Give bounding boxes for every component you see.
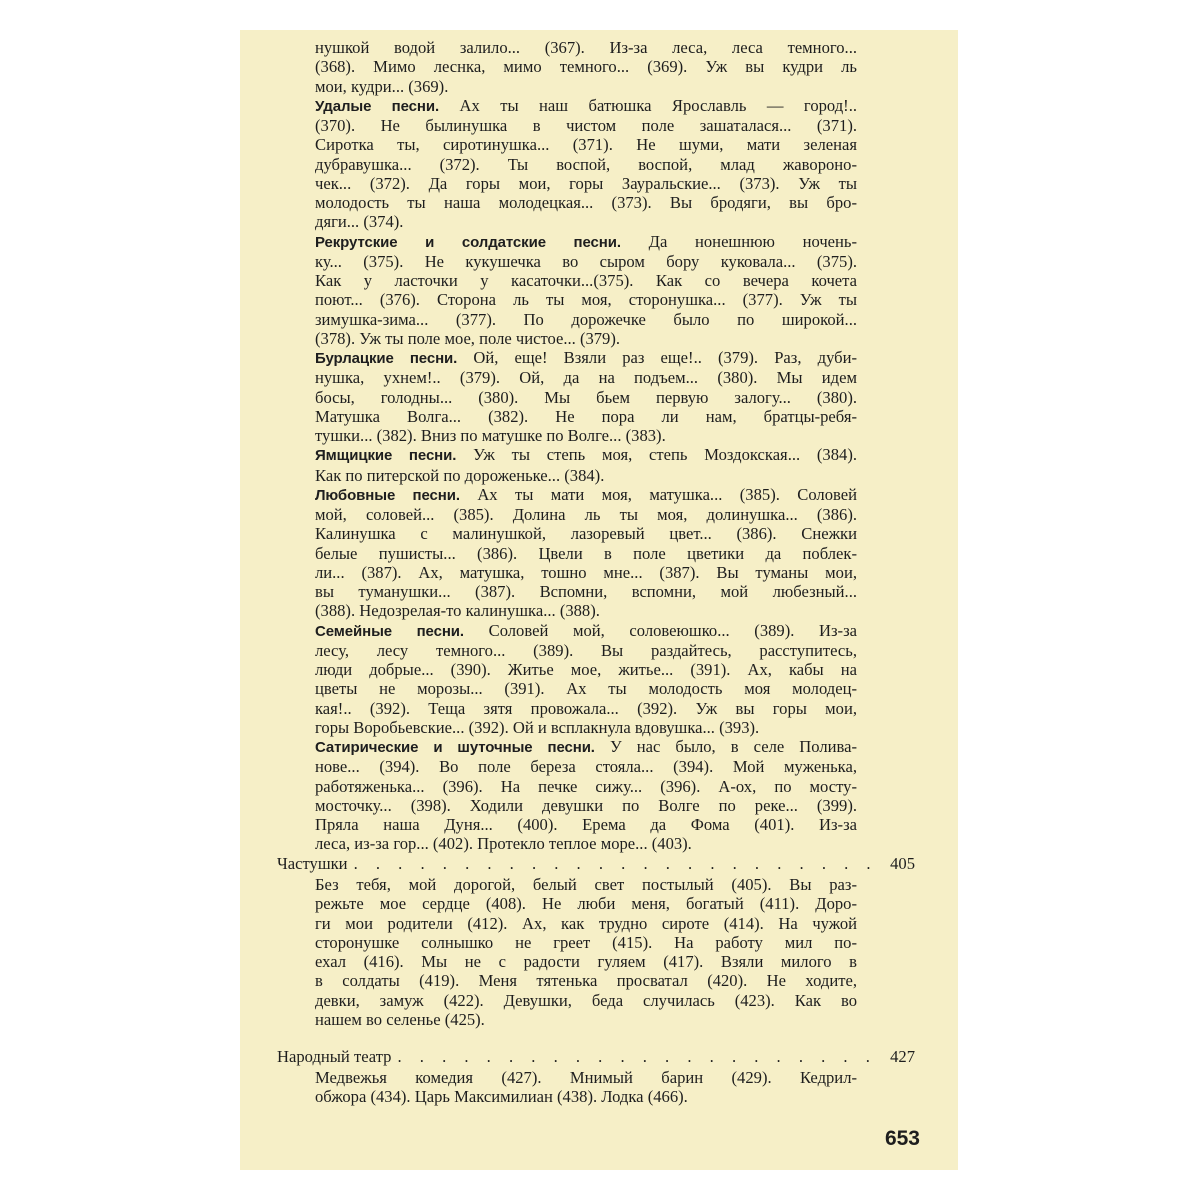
text-line (315, 193, 857, 212)
text-line (315, 407, 857, 426)
toc-entry-teatr (277, 1047, 915, 1067)
text-line (315, 38, 857, 57)
text-line (315, 641, 857, 660)
text-line (315, 894, 857, 913)
section-heading: Ямщицкие песни. (315, 447, 457, 465)
text-line (315, 601, 857, 620)
text-line (315, 329, 857, 348)
chastushki-contents-block (315, 875, 857, 1029)
text-line (315, 737, 857, 757)
toc-entry-chastushki (277, 854, 915, 874)
toc-page-chastushki: 405 (890, 854, 915, 873)
text-line (315, 933, 857, 952)
line-text: Да нонешнюю ночень- (620, 231, 857, 251)
text-line (315, 563, 857, 582)
line-text: Медвежья комедия (427). Мнимый барин (429). Кедрил- (315, 1068, 857, 1087)
line-text: дубравушка... (372). Ты воспой, воспой, млад жавороно- (315, 154, 857, 174)
section-heading: Семейные песни. (315, 622, 464, 640)
line-text: мосточку... (398). Ходили девушки по Волге по реке... (399). (315, 795, 857, 815)
line-text: Как у ласточки у касаточки...(375). Как со вечера кочета (315, 271, 857, 290)
songs-contents-block (315, 38, 857, 854)
line-text: (370). Не былинушка в чистом поле зашаталася... (371). (315, 116, 857, 135)
line-text: поют... (376). Сторона ль ты моя, сторонушка... (377). Уж ты (315, 290, 857, 310)
text-line (315, 348, 857, 368)
line-text: белые пушисты... (386). Цвели в поле цветики да поблек- (315, 543, 857, 563)
line-text: работяженька... (396). На печке сижу... (396). А-ох, по мосту- (315, 776, 857, 796)
line-text: режьте мое сердце (408). Не люби меня, богатый (411). Доро- (315, 894, 857, 914)
text-line (315, 796, 857, 815)
line-text: босы, голодны... (380). Мы бьем первую залогу... (380). (315, 387, 857, 407)
text-line (315, 57, 857, 76)
section-heading: Сатирические и шуточные песни. (315, 739, 595, 756)
text-line (315, 952, 857, 971)
line-text: Калинушка с малинушкой, лазоревый цвет... (386). Снежки (315, 524, 857, 544)
text-line (315, 875, 857, 894)
text-line (315, 815, 857, 834)
line-text: Соловей мой, соловеюшко... (389). Из-за (464, 620, 857, 640)
line-text: (378). Уж ты поле мое, поле чистое... (379). (315, 328, 621, 348)
text-line (315, 96, 857, 116)
line-text: Сиротка ты, сиротинушка... (371). Не шуми, мати зеленая (315, 135, 857, 155)
line-text: У нас было, в селе Полива- (594, 737, 857, 756)
text-line (315, 971, 857, 990)
line-text: мои, кудри... (369). (315, 76, 449, 96)
text-line (315, 252, 857, 271)
section-heading: Удалые песни. (315, 97, 440, 115)
line-text: лесу, лесу темного... (389). Вы раздайтесь, расступитесь, (315, 640, 857, 660)
text-line (315, 679, 857, 698)
text-line (315, 310, 857, 329)
line-text: ли... (387). Ах, матушка, тошно мне... (387). Вы туманы мои, (315, 562, 857, 582)
text-line (315, 174, 857, 193)
text-line (315, 485, 857, 505)
line-text: люди добрые... (390). Житье мое, житье... (391). Ах, кабы на (315, 660, 857, 679)
text-line (315, 834, 857, 853)
text-line (315, 388, 857, 407)
line-text: чек... (372). Да горы мои, горы Зауральские... (373). Уж ты (315, 173, 857, 193)
page-number: 653 (884, 1127, 920, 1150)
line-text: ехал (416). Мы не с радости гуляем (417). Взяли милого в (315, 952, 857, 971)
line-text: мой, соловей... (385). Долина ль ты моя, долинушка... (386). (315, 505, 857, 524)
text-line (315, 445, 857, 465)
line-text: нушка, ухнем!.. (379). Ой, да на подъем... (380). Мы идем (315, 368, 857, 388)
text-line (315, 991, 857, 1010)
text-line (315, 524, 857, 543)
line-text: Ах ты наш батюшка Ярославль — город!.. (439, 95, 857, 115)
line-text: Ах ты мати моя, матушка... (385). Соловей (459, 484, 857, 504)
toc-title-chastushki: Частушки (277, 854, 348, 873)
line-text: (388). Недозрелая-то калинушка... (388). (315, 601, 600, 621)
text-line (315, 582, 857, 601)
text-line (315, 212, 857, 231)
text-line (315, 271, 857, 290)
text-line (315, 1087, 857, 1106)
text-line (315, 757, 857, 776)
toc-leader-dots (354, 854, 873, 874)
line-text: ги мои родители (412). Ах, как трудно сироте (414). На чужой (315, 913, 857, 933)
line-text: Матушка Волга... (382). Не пора ли нам, братцы-ребя- (315, 406, 857, 426)
line-text: тушки... (382). Вниз по матушке по Волге... (383). (315, 426, 666, 445)
line-text: нове... (394). Во поле береза стояла... (394). Мой муженька, (315, 757, 857, 777)
text-line (315, 1068, 857, 1087)
line-text: молодость ты наша молодецкая... (373). Вы бродяги, вы бро- (315, 193, 857, 212)
toc-leader-dots (397, 1047, 873, 1067)
text-line (315, 621, 857, 641)
line-text: дяги... (374). (315, 212, 404, 232)
text-line (315, 914, 857, 933)
text-line (315, 426, 857, 445)
section-heading: Рекрутские и солдатские песни. (315, 233, 621, 251)
toc-title-teatr: Народный театр (277, 1047, 392, 1066)
line-text: Пряла наша Дуня... (400). Ерема да Фома (401). Из-за (315, 815, 857, 834)
text-line (315, 660, 857, 679)
line-text: вы туманушки... (387). Вспомни, вспомни, мой любезный... (315, 582, 857, 601)
text-line (315, 290, 857, 309)
line-text: нушкой водой залило... (367). Из-за леса, леса темного... (315, 38, 857, 57)
line-text: кая!.. (392). Теща зятя провожала... (392). Уж вы горы мои, (315, 698, 857, 718)
text-line (315, 232, 857, 252)
text-line (315, 77, 857, 96)
line-text: горы Воробьевские... (392). Ой и всплакнула вдовушка... (393). (315, 717, 760, 737)
text-line (315, 116, 857, 135)
text-line (315, 544, 857, 563)
book-page (240, 30, 958, 1170)
line-text: сторонушке солнышко не греет (415). На работу мил по- (315, 932, 857, 952)
line-text: обжора (434). Царь Максимилиан (438). Лодка (466). (315, 1087, 688, 1107)
text-line (315, 368, 857, 387)
text-line (315, 155, 857, 174)
toc-page-teatr: 427 (890, 1047, 915, 1066)
text-line (315, 718, 857, 737)
section-heading: Бурлацкие песни. (315, 350, 458, 367)
line-text: девки, замуж (422). Девушки, беда случилась (423). Как во (315, 990, 857, 1010)
line-text: цветы не морозы... (391). Ах ты молодость моя молодец- (315, 679, 857, 699)
text-line (315, 466, 857, 485)
line-text: (368). Мимо леснка, мимо темного... (369). Уж вы кудри ль (315, 57, 857, 77)
text-line (315, 777, 857, 796)
line-text: Как по питерской по дороженьке... (384). (315, 465, 605, 485)
line-text: леса, из-за гор... (402). Протекло теплое море... (403). (315, 834, 692, 854)
text-line (315, 505, 857, 524)
line-text: Без тебя, мой дорогой, белый свет постылый (405). Вы раз- (315, 875, 857, 894)
section-heading: Любовные песни. (315, 486, 460, 504)
teatr-contents-block (315, 1068, 857, 1107)
line-text: Уж ты степь моя, степь Моздокская... (384). (456, 445, 857, 465)
line-text: в солдаты (419). Меня тятенька просватал (420). Не ходите, (315, 971, 857, 991)
line-text: нашем во селенье (425). (315, 1009, 485, 1029)
line-text: ку... (375). Не кукушечка во сыром бору куковала... (375). (315, 251, 857, 271)
line-text: зимушка-зима... (377). По дорожечке было по широкой... (315, 309, 857, 329)
line-text: Ой, еще! Взяли раз еще!.. (379). Раз, дуби- (457, 348, 857, 367)
text-line (315, 135, 857, 154)
text-line (315, 1010, 857, 1029)
text-line (315, 699, 857, 718)
